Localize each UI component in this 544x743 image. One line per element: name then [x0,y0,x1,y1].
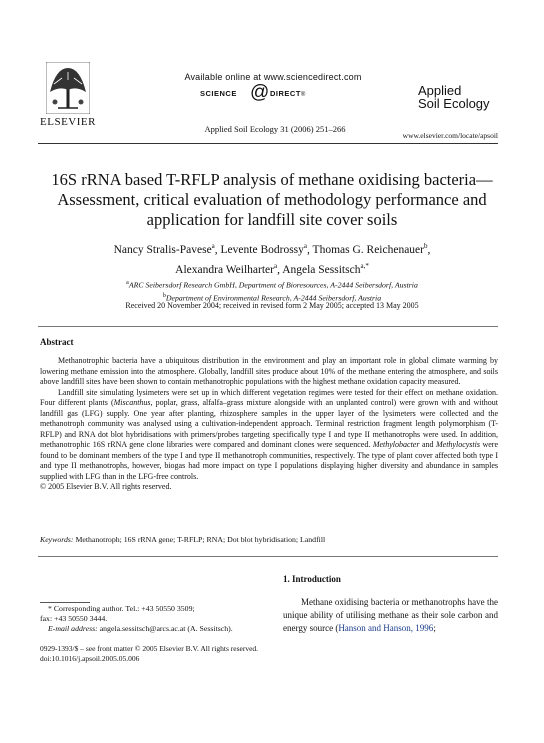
footnote-divider [40,602,90,603]
corresponding-author-footnote: * Corresponding author. Tel.: +43 50550 3509; fax: +43 50550 3444. E-mail address: angela.sessitsch@arcs.ac.at (A. Sessitsch). [40,604,233,633]
author-line-1: Nancy Stralis-Pavese$^a$, Levente Bodrossy$^a$, Thomas G. Reichenauer$^b$, [113,242,431,256]
keywords: Keywords: Methanotroph; 16S rRNA gene; T-RFLP; RNA; Dot blot hybridisation; Landfill [40,535,326,544]
author-name: Thomas G. Reichenauer [312,243,424,256]
author-email[interactable]: angela.sessitsch@arcs.ac.at (A. Sessitsch). [99,624,233,633]
abstract-body [40,356,498,493]
author-name: Levente Bodrossy [220,243,304,256]
author-affiliation-mark: b [424,242,428,250]
author-affiliation-mark: a [303,242,307,250]
abstract-paragraph-2: Landfill site simulating lysimeters were set up in which different vegetation regimes were tested for their effect on methane oxidation. Four different plants (Miscanthus, poplar, grass, alfalfa–grass mixture alongside with an unplanted control) were grown with and without landfill gas (LFG) supply. One year after planting, rhizosphere samples in the upper layer of the lysimeters were collected and the methanotroph community was analysed using a cultivation-independent approach. Terminal restriction fragment length polymorphism (T-RFLP) and RNA dot blot hybridisations with primers/probes targeting specifically type I and type II methanotrophs were used. In addition, methanotrophic 16S rRNA gene clone libraries were compared and dominant clones were sequenced. Methylobacter and Methylocystis were found to be dominant members of the type I and type II methanotroph communities, respectively. The type of plant cover affected both type I and type II methanotrophs, however, biogas had more impact on type I populations displaying higher diversity and abundance in samples supplied with LFG than in the LFG-free controls. [40,387,498,481]
author-list [40,238,504,278]
issn-line: 0929-1393/$ – see front matter © 2005 Elsevier B.V. All rights reserved. [40,644,259,653]
affiliation-a: ARC Seibersdorf Research GmbH, Department of Bioresources, A-2444 Seibersdorf, Austria [128,280,418,290]
journal-url[interactable]: www.elsevier.com/locate/apsoil [402,131,498,140]
author-name: Nancy Stralis-Pavese [113,243,212,256]
introduction-text: Methane oxidising bacteria or methanotrophs have the unique ability of utilising methane as their sole carbon and energy source (Hanson and Hanson, 1996; [283,597,498,633]
author-line-2: Alexandra Weilharter$^a$, Angela Sessitsch$^{a,*}$ [175,261,369,276]
abstract-heading: Abstract [40,337,74,347]
header-divider [38,143,498,144]
sciencedirect-logo: SCIENCE @ DIRECT® [200,82,306,103]
received-dates: Received 20 November 2004; received in revised form 2 May 2005; accepted 13 May 2005 [125,301,419,310]
abstract-divider-top [38,326,498,327]
journal-citation: Applied Soil Ecology 31 (2006) 251–266 [204,124,346,134]
affiliation-b: Department of Environmental Research, A-2444 Seibersdorf, Austria [165,293,382,303]
sciencedirect-at-icon: @ [250,82,270,103]
elsevier-tree-icon [46,62,90,114]
author-affiliation-mark: a [273,261,278,270]
author-name: Angela Sessitsch [282,263,361,276]
reference-link[interactable]: Hanson and Hanson, 1996 [338,623,434,633]
abstract-copyright: © 2005 Elsevier B.V. All rights reserved. [40,482,172,491]
author-name: Alexandra Weilharter [175,263,274,276]
publisher-name: ELSEVIER [40,116,96,128]
elsevier-logo [38,62,98,128]
available-online: Available online at www.sciencedirect.com [184,72,362,82]
journal-title: Applied Soil Ecology [418,83,490,111]
abstract-divider-bottom [38,556,498,557]
issn-doi [40,644,340,664]
author-affiliation-mark: a [211,242,215,250]
author-affiliation-mark: a,* [360,261,369,270]
introduction-heading: 1. Introduction [283,574,341,584]
abstract-paragraph-1: Methanotrophic bacteria have a ubiquitous distribution in the environment and play an important role in global climate warming by lowering methane emission into the atmosphere. Globally, landfill sites produce about 10% of the methane entering the atmosphere, and soils above landfill sites have been shown to contain methanotrophic populations with the highest methane oxidation capacity measured. [40,356,498,386]
doi-line[interactable]: doi:10.1016/j.apsoil.2005.05.006 [40,654,140,663]
affiliations: $^a$ARC Seibersdorf Research GmbH, Department of Bioresources, A-2444 Seibersdorf, Austria $^b$Department of Environmental Research, A-2444 Seibersdorf, Austria [126,280,418,303]
article-title: 16S rRNA based T-RFLP analysis of methane oxidising bacteria—Assessment, critical evaluation of methodology performance and application for landfill site cover soils [51,170,493,229]
